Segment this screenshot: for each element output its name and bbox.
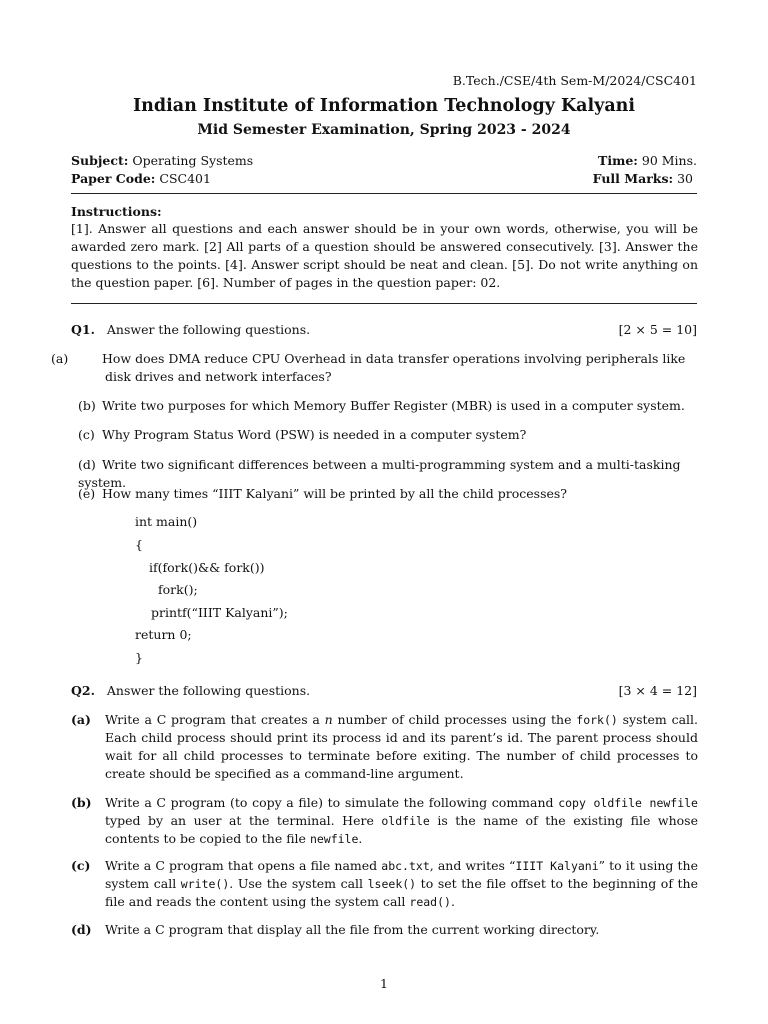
q2-b-code-3: newfile [309,832,359,846]
q2-b-text-3: is the name of the existing file whose contents to be copied to the file [105,813,698,846]
q2-a-code-1: fork() [576,713,618,727]
q1-prompt: Answer the following questions. [106,322,311,337]
q2-part-b [71,794,698,848]
instructions-title: Instructions: [71,204,162,219]
q2-part-d [71,921,698,939]
subject-label: Subject: [71,153,129,168]
code-line-1: int main() [135,514,198,529]
instructions-text: [1]. Answer all questions and each answer should be in your own words, otherwise, you will be awarded zero mark. [2] All parts of a question should be answered consecutively. [3]. Answer the questions to the points. [4]. Answer script should be neat and clean. [5]. Do not write anything on the question paper. [6]. Number of pages in the question paper: 02. [71,221,698,290]
q1-marks: [2 × 5 = 10] [618,322,697,337]
q2-prompt: Answer the following questions. [106,683,311,698]
divider-bottom [71,303,697,304]
q2-b-code-1: copy oldfile newfile [558,796,698,810]
paper-code-value: CSC401 [159,171,211,186]
paper-code-label: Paper Code: [71,171,156,186]
q2-a-text-3: system call. Each child process should print its process id and its parent’s id. The parent process should wait for all child processes to terminate before exiting. The number of child processes to create should be specified as a command-line argument. [105,712,698,781]
q2-a-text-2: number of child processes using the [332,712,577,727]
q2-a-label: (a) [71,712,91,727]
code-line-3: if(fork()&& fork()) [149,560,265,575]
q2-c-code-2: IIIT Kalyani [515,859,599,873]
q2-c-code-1: abc.txt [381,859,430,873]
q1-c-label: (c) [78,427,95,442]
q2-part-c [71,857,698,911]
exam-title: Mid Semester Examination, Spring 2023 - 2024 [197,122,571,138]
q2-b-code-2: oldfile [381,814,430,828]
q2-d-text: Write a C program that display all the file from the current working directory. [105,922,600,937]
q2-a-text-1: Write a C program that creates a [105,712,325,727]
time-value: 90 Mins. [641,153,697,168]
q1-e-label: (e) [78,486,96,501]
q1-d-label: (d) [78,457,96,472]
code-line-4: fork(); [158,582,198,597]
paper-code-line [71,170,211,188]
q2-c-text-3: ” to it using the system call [105,858,699,891]
page-number: 1 [380,976,388,991]
q2-marks: [3 × 4 = 12] [618,683,697,698]
institute-name: Indian Institute of Information Technology Kalyani [132,96,636,116]
q1-heading [71,321,310,339]
q1-a-label: (a) [51,351,69,366]
q2-a-var: n [324,712,333,727]
time-label: Time: [598,153,638,168]
q2-heading [71,682,310,700]
q1-part-e [78,485,698,503]
divider-top [71,193,697,194]
q1-part-c [78,426,698,444]
q2-c-text-5: to set the file offset to the beginning of the file and reads the content using the system call [105,876,698,909]
q1-d-text: Write two significant differences between a multi-programming system and a multi-tasking system. [78,457,681,490]
course-code: B.Tech./CSE/4th Sem-M/2024/CSC401 [452,73,697,88]
q1-a-text: How does DMA reduce CPU Overhead in data transfer operations involving peripherals like disk drives and network interfaces? [102,351,686,384]
q2-c-code-3: write() [180,877,230,891]
code-line-6: return 0; [135,627,192,642]
q2-b-label: (b) [71,795,92,810]
q2-c-code-4: lseek() [367,877,417,891]
code-line-2: { [135,537,143,552]
code-line-7: } [135,650,143,665]
q1-b-label: (b) [78,398,96,413]
subject-value: Operating Systems [132,153,254,168]
q1-c-text: Why Program Status Word (PSW) is needed in a computer system? [102,427,527,442]
time-line [598,152,697,170]
q1-label: Q1. [71,322,95,337]
q1-b-text: Write two purposes for which Memory Buffer Register (MBR) is used in a computer system. [102,398,685,413]
q2-b-text-1: Write a C program (to copy a file) to simulate the following command [105,795,559,810]
q2-d-label: (d) [71,922,92,937]
marks-line [593,170,693,188]
q1-part-b [78,397,698,415]
q2-b-text-2: typed by an user at the terminal. Here [105,813,382,828]
q2-c-text-4: . Use the system call [229,876,368,891]
q2-c-text-2: , and writes “ [429,858,516,873]
q2-c-code-5: read() [409,895,451,909]
code-line-5: printf(“IIIT Kalyani”); [151,605,288,620]
marks-label: Full Marks: [592,171,674,186]
q2-c-label: (c) [71,858,91,873]
q2-part-a [71,711,698,783]
q2-b-text-4: . [358,831,363,846]
q2-c-text-6: . [450,894,455,909]
marks-value: 30 [677,171,693,186]
q1-e-text: How many times “IIIT Kalyani” will be printed by all the child processes? [102,486,568,501]
subject-line [71,152,253,170]
q2-label: Q2. [71,683,95,698]
q2-c-text-1: Write a C program that opens a file named [105,858,382,873]
q1-part-a [51,350,698,386]
